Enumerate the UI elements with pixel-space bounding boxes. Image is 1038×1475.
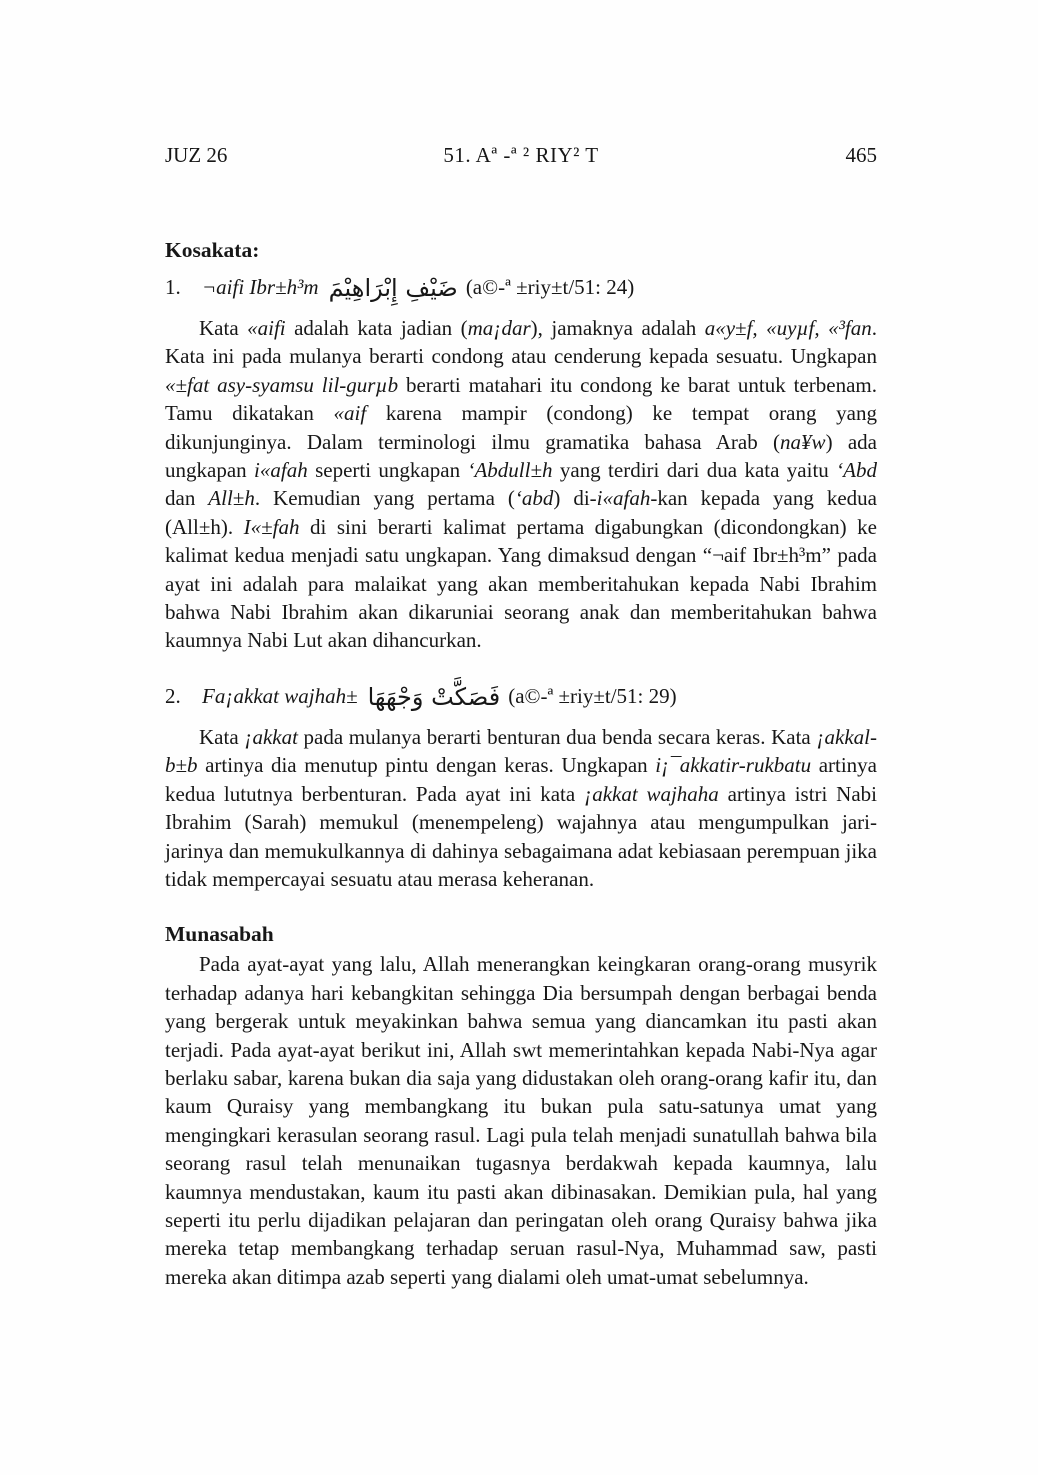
kosakata-heading: Kosakata: — [165, 238, 260, 262]
kosakata-item-1-body: Kata «aifi adalah kata jadian (ma¡dar), jamaknya adalah a«y±f, «uyµf, «³fan. Kata ini pada mulanya berarti condong atau cenderung kepada sesuatu. Ungkapan «±fat asy-syamsu lil-gurµb berarti matahari itu condong ke barat untuk terbenam. Tamu dikatakan «aif karena mampir (condong) ke tempat orang yang dikunjunginya. Dalam terminologi ilmu gramatika bahasa Arab (na¥w) ada ungkapan i«afah seperti ungkapan ‘Abdull±h yang terdiri dari dua kata yaitu ‘Abd dan All±h. Kemudian yang pertama (‘abd) di-i«afah-kan kepada yang kedua (All±h). I«±fah di sini berarti kalimat pertama digabungkan (dicondongkan) ke kalimat kedua menjadi satu ungkapan. Yang dimaksud dengan “¬aif Ibr±h³m” pada ayat ini adalah para malaikat yang akan memberitahukan kepada Nabi Ibrahim bahwa Nabi Ibrahim akan dikaruniai seorang anak dan memberitahukan bahwa kaumnya Nabi Lut akan dihancurkan. — [165, 316, 877, 653]
item-1-reference: (a©-ª ±riy±t/51: 24) — [465, 275, 635, 299]
item-1-number: 1. — [165, 275, 181, 299]
item-1-arabic-text: ضَيْفِ إِبْرَاهِيْمَ — [328, 274, 458, 302]
munasabah-heading: Munasabah — [165, 922, 274, 947]
item-1-term: ¬aifi Ibr±h³m — [202, 275, 319, 299]
kosakata-item-2-body: Kata ¡akkat pada mulanya berarti benturan dua benda secara keras. Kata ¡akkal-b±b artinya dia menutup pintu dengan keras. Ungkapan i¡¯akkatir-rukbatu artinya kedua lututnya berbenturan. Pada ayat ini kata ¡akkat wajhaha artinya istri Nabi Ibrahim (Sarah) memukul (menempeleng) wajahnya atau mengumpulkan jari-jarinya dan memukulkannya di dahinya sebagaimana adat kebiasaan perempuan jika tidak mempercayai sesuatu atau merasa keheranan. — [165, 724, 877, 891]
item-2-reference: (a©-ª ±riy±t/51: 29) — [508, 683, 677, 708]
item-2-number: 2. — [165, 683, 181, 708]
page-header — [165, 141, 877, 169]
page-number: 465 — [845, 143, 877, 167]
juz-label: JUZ 26 — [165, 143, 228, 167]
kosakata-item-1-heading — [165, 267, 877, 308]
kosakata-item-2-heading — [165, 676, 877, 717]
munasabah-body: Pada ayat-ayat yang lalu, Allah menerangkan keingkaran orang-orang musyrik terhadap adanya hari kebangkitan sehingga Dia bersumpah dengan berbagai benda yang bergerak untuk meyakinkan bahwa semua yang diancamkan itu pasti akan terjadi. Pada ayat-ayat berikut ini, Allah swt memerintahkan kepada Nabi-Nya agar berlaku sabar, karena bukan dia saja yang didustakan oleh orang-orang kafir itu, dan kaum Quraisy yang membangkang itu bukan pula satu-satunya umat yang mengingkari kerasulan seorang rasul. Lagi pula telah menjadi sunatullah bahwa bila seorang rasul telah menunaikan tugasnya berdakwah kepada kaumnya, lalu kaumnya mendustakan, kaum itu pasti akan dibinasakan. Demikian pula, hal yang seperti itu perlu dijadikan pelajaran dan peringatan oleh orang Quraisy bahwa jika mereka tetap membangkang terhadap seruan rasul-Nya, Muhammad saw, pasti mereka akan ditimpa azab seperti yang dialami oleh umat-umat sebelumnya. — [165, 952, 877, 1289]
item-2-term: Fa¡akkat wajhah± — [202, 683, 358, 708]
surah-title: 51. Aª -ª ² RIY² T — [443, 143, 599, 167]
item-2-arabic-text: فَصَكَّتْ وَجْهَهَا — [367, 682, 501, 711]
